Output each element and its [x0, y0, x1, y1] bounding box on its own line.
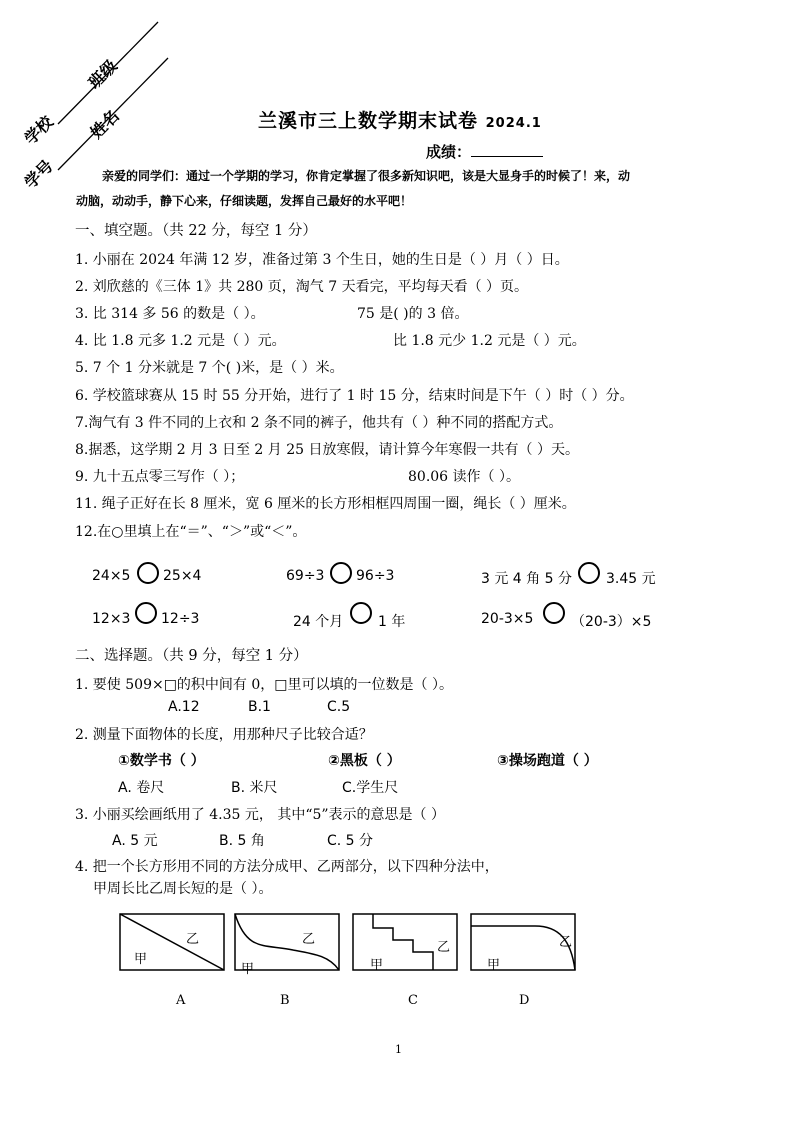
- name-label: 姓名: [86, 106, 123, 143]
- choice-question-3: 3. 小丽买绘画纸用了 4.35 元， 其中“5”表示的意思是（ ）: [75, 807, 446, 823]
- compare-3-right: 3.45 元: [606, 571, 656, 587]
- choice-2-option-a[interactable]: A. 卷尺: [118, 780, 165, 796]
- compare-circle[interactable]: [350, 602, 372, 624]
- score-field: [426, 141, 543, 162]
- figure-a-jia: 甲: [134, 952, 148, 967]
- exam-title-text: 兰溪市三上数学期末试卷: [258, 110, 479, 132]
- exam-title: [258, 106, 542, 133]
- compare-6-right: （20-3）×5: [571, 614, 652, 630]
- section-2-heading: 二、选择题。（共 9 分，每空 1 分）: [75, 648, 308, 664]
- choice-question-4-line-2: 甲周长比乙周长短的是（ ）。: [93, 881, 273, 897]
- student-number-label: 学号: [20, 156, 57, 193]
- figure-d-label[interactable]: D: [519, 993, 530, 1008]
- choice-question-1: 1. 要使 509×□的积中间有 0，□里可以填的一位数是（ ）。: [75, 677, 453, 693]
- fill-question-1: 1. 小丽在 2024 年满 12 岁，准备过第 3 个生日，她的生日是（ ）月（ ）日。: [75, 252, 569, 268]
- fill-question-11: 11. 绳子正好在长 8 厘米，宽 6 厘米的长方形相框四周围一圈，绳长（ ）厘米。: [75, 496, 576, 512]
- choice-2-item-track: ③操场跑道（ ）: [497, 753, 598, 769]
- compare-2-right: 96÷3: [356, 568, 395, 584]
- compare-circle[interactable]: [330, 562, 352, 584]
- choice-2-item-math-book: ①数学书（ ）: [118, 753, 205, 769]
- figure-b-yi: 乙: [302, 932, 316, 947]
- compare-circle[interactable]: [135, 602, 157, 624]
- compare-circle[interactable]: [543, 602, 565, 624]
- school-label: 学校: [20, 112, 57, 149]
- intro-line-1: 亲爱的同学们：通过一个学期的学习，你肯定掌握了很多新知识吧，该是大显身手的时候了！来，动: [102, 169, 631, 183]
- compare-6-left: 20-3×5: [481, 611, 534, 627]
- choice-1-option-a[interactable]: A.12: [168, 699, 200, 715]
- choice-2-option-b[interactable]: B. 米尺: [231, 780, 278, 796]
- fill-question-9a: 9. 九十五点零三写作（ ）；: [75, 469, 245, 485]
- fill-question-8: 8.据悉，这学期 2 月 3 日至 2 月 25 日放寒假，请计算今年寒假一共有（ ）天。: [75, 442, 579, 458]
- score-label: 成绩：: [426, 143, 472, 161]
- choice-question-4-line-1: 4. 把一个长方形用不同的方法分成甲、乙两部分，以下四种分法中，: [75, 859, 499, 875]
- page-number: 1: [395, 1043, 402, 1056]
- compare-5-left: 24 个月: [293, 614, 344, 630]
- choice-1-option-c[interactable]: C.5: [327, 699, 351, 715]
- fill-question-7: 7.淘气有 3 件不同的上衣和 2 条不同的裤子，他共有（ ）种不同的搭配方式。: [75, 415, 563, 431]
- fill-question-3a: 3. 比 314 多 56 的数是（ ）。: [75, 306, 265, 322]
- compare-2-left: 69÷3: [286, 568, 325, 584]
- choice-3-option-c[interactable]: C. 5 分: [327, 833, 374, 849]
- compare-4-right: 12÷3: [161, 611, 200, 627]
- figure-a-yi: 乙: [186, 932, 200, 947]
- figure-c-jia: 甲: [370, 958, 384, 973]
- fill-question-2: 2. 刘欣慈的《三体 1》共 280 页，淘气 7 天看完，平均每天看（ ）页。: [75, 279, 529, 295]
- fill-question-9b: 80.06 读作（ ）。: [408, 469, 520, 485]
- score-blank[interactable]: [471, 143, 543, 157]
- compare-circle[interactable]: [137, 562, 159, 584]
- compare-3-left: 3 元 4 角 5 分: [481, 571, 572, 587]
- figure-d-jia: 甲: [487, 958, 501, 973]
- fill-question-5: 5. 7 个 1 分米就是 7 个( )米，是（ ）米。: [75, 360, 344, 376]
- choice-question-2: 2. 测量下面物体的长度，用那种尺子比较合适？: [75, 727, 373, 743]
- compare-4-left: 12×3: [92, 611, 131, 627]
- choice-3-option-b[interactable]: B. 5 角: [219, 833, 265, 849]
- figure-c-yi: 乙: [437, 940, 451, 955]
- choice-1-option-b[interactable]: B.1: [248, 699, 271, 715]
- fill-question-4a: 4. 比 1.8 元多 1.2 元是（ ）元。: [75, 333, 286, 349]
- intro-line-2: 动脑，动动手，静下心来，仔细读题，发挥自己最好的水平吧！: [76, 194, 413, 208]
- figure-d-yi: 乙: [559, 935, 573, 950]
- fill-question-12: 12.在○里填上在“＝”、“＞”或“＜”。: [75, 524, 307, 540]
- figure-b-label[interactable]: B: [280, 993, 290, 1008]
- compare-circle[interactable]: [578, 562, 600, 584]
- figure-b-jia: 甲: [241, 962, 255, 977]
- exam-date: 2024.1: [485, 116, 542, 131]
- fill-question-4b: 比 1.8 元少 1.2 元是（ ）元。: [393, 333, 586, 349]
- section-1-heading: 一、填空题。（共 22 分，每空 1 分）: [75, 223, 317, 239]
- compare-5-right: 1 年: [378, 614, 406, 630]
- choice-2-option-c[interactable]: C.学生尺: [342, 780, 399, 796]
- class-label: 班级: [84, 56, 121, 93]
- choice-2-item-blackboard: ②黑板（ ）: [328, 753, 401, 769]
- fill-question-6: 6. 学校篮球赛从 15 时 55 分开始，进行了 1 时 15 分，结束时间是下午（ ）时（ ）分。: [75, 388, 634, 404]
- compare-1-left: 24×5: [92, 568, 131, 584]
- compare-1-right: 25×4: [163, 568, 202, 584]
- figure-a-label[interactable]: A: [176, 993, 186, 1008]
- figure-c-label[interactable]: C: [408, 993, 418, 1008]
- fill-question-3b: 75 是( )的 3 倍。: [357, 306, 469, 322]
- choice-3-option-a[interactable]: A. 5 元: [112, 833, 158, 849]
